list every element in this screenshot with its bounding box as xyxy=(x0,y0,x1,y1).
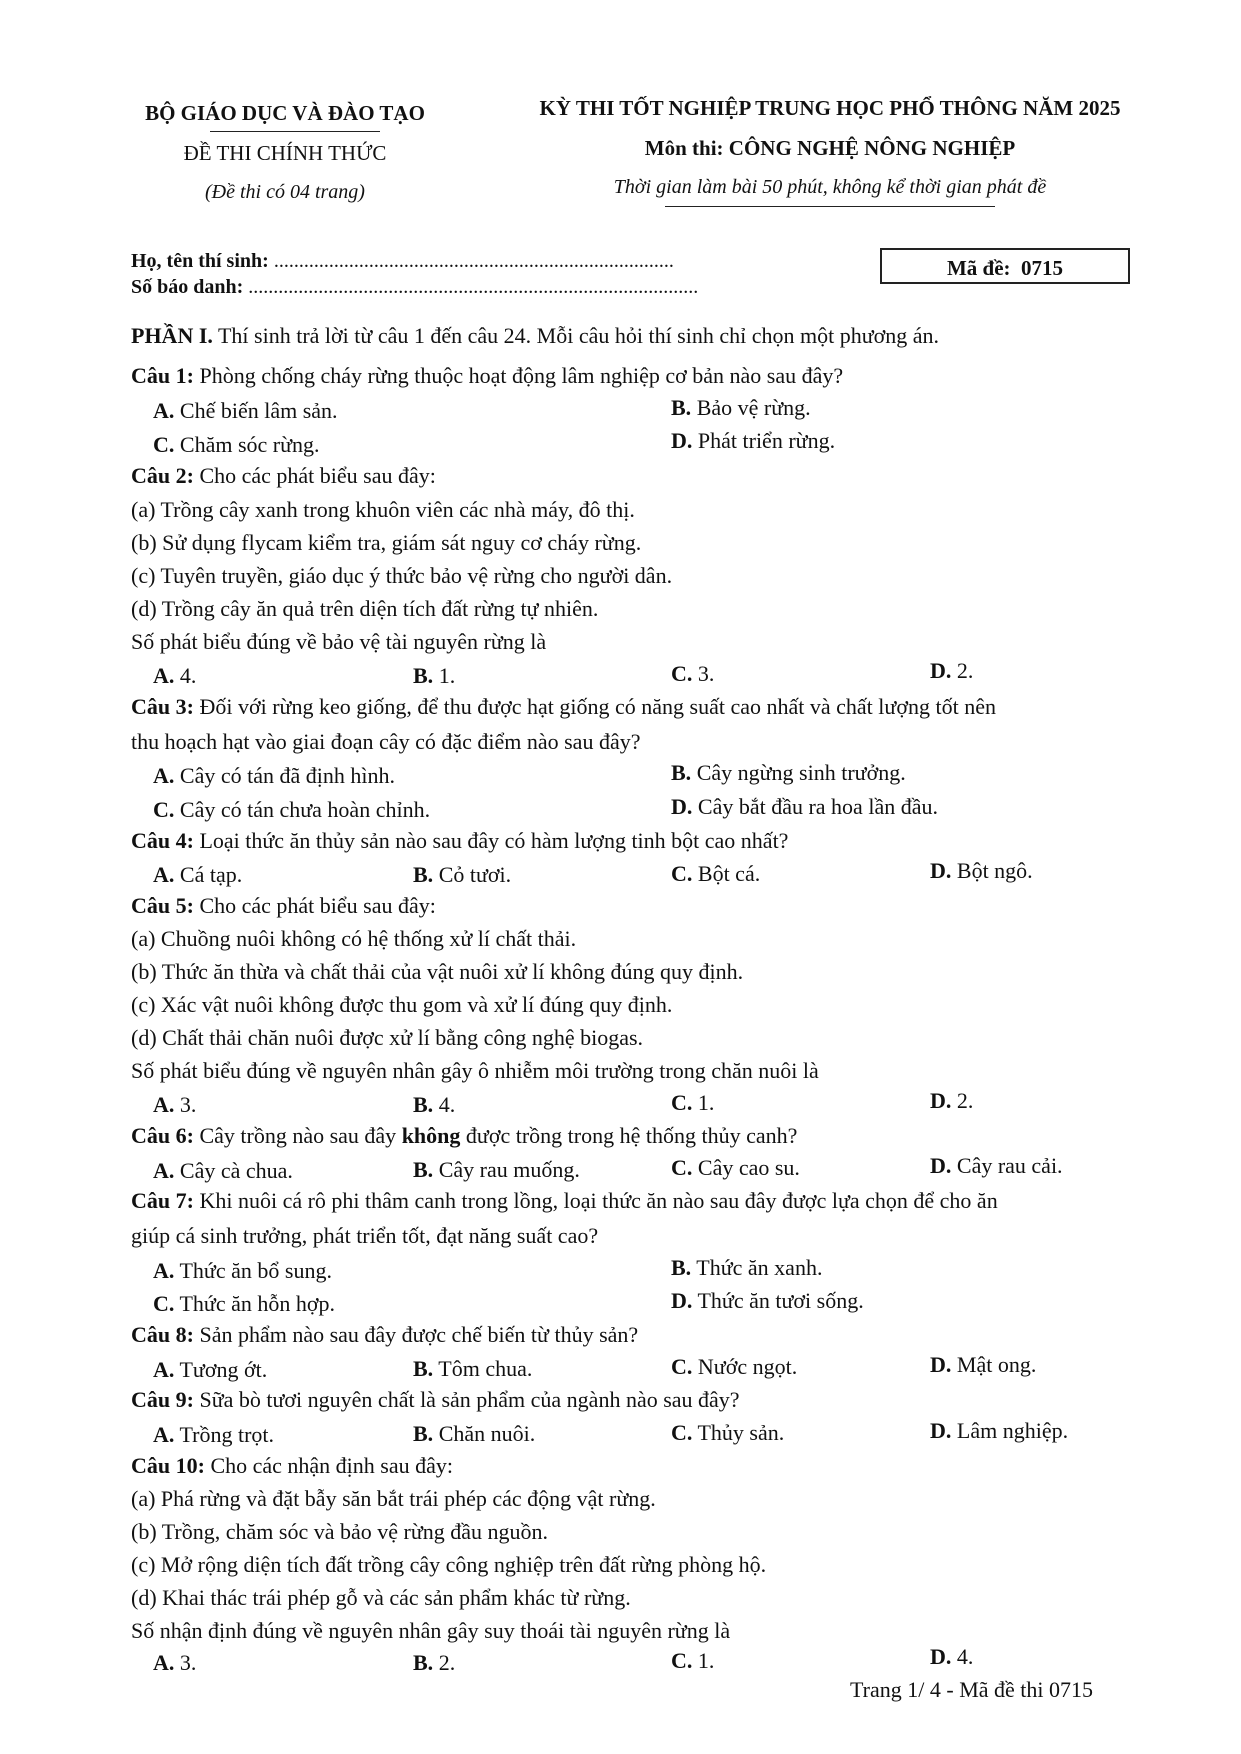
option-text: Bột cá. xyxy=(692,861,761,886)
q9-option-b xyxy=(413,1421,535,1447)
question-label: Câu 5: xyxy=(131,893,194,918)
option-key: A. xyxy=(153,1092,175,1117)
q5-statement-c: (c) Xác vật nuôi không được thu gom và xử lí đúng quy định. xyxy=(131,992,673,1017)
option-text: Thức ăn tươi sống. xyxy=(692,1288,864,1313)
option-text: Thức ăn hỗn hợp. xyxy=(174,1291,336,1316)
q4-option-c xyxy=(671,861,760,887)
q8-option-b xyxy=(413,1356,532,1382)
option-key: C. xyxy=(671,661,693,686)
q4-option-d xyxy=(930,858,1033,884)
question-text: được trồng trong hệ thống thủy canh? xyxy=(460,1123,798,1148)
option-text: Cá tạp. xyxy=(174,862,243,887)
q6-option-a xyxy=(153,1158,293,1184)
subject-line xyxy=(480,136,1180,161)
option-key: D. xyxy=(671,428,693,453)
question-label: Câu 1: xyxy=(131,363,194,388)
option-text: 4. xyxy=(433,1092,456,1117)
ministry-underline xyxy=(210,131,380,132)
option-text: Thức ăn bổ sung. xyxy=(174,1258,332,1283)
question-text: Sản phẩm nào sau đây được chế biến từ thủy sản? xyxy=(193,1322,639,1347)
question-2 xyxy=(131,463,436,489)
exam-code-box xyxy=(880,248,1130,284)
option-text: 3. xyxy=(174,1092,197,1117)
exam-code-label: Mã đề: xyxy=(946,256,1011,280)
option-key: A. xyxy=(153,763,175,788)
q7-option-c xyxy=(153,1291,335,1317)
question-4 xyxy=(131,828,788,854)
option-key: B. xyxy=(671,1255,692,1280)
option-key: D. xyxy=(671,1288,693,1313)
candidate-name-dots: ................................................................................ xyxy=(273,250,674,272)
option-text: Tương ớt. xyxy=(174,1357,268,1382)
q2-option-a xyxy=(153,663,196,689)
option-text: 1. xyxy=(433,663,456,688)
time-underline xyxy=(665,206,995,207)
part-label: PHẦN I. xyxy=(131,323,213,348)
option-text: Bột ngô. xyxy=(951,858,1033,883)
option-key: D. xyxy=(671,794,693,819)
q5-option-b xyxy=(413,1092,455,1118)
q10-statement-c: (c) Mở rộng diện tích đất trồng cây công nghiệp trên đất rừng phòng hộ. xyxy=(131,1552,767,1577)
question-3 xyxy=(131,694,996,720)
q5-ask: Số phát biểu đúng về nguyên nhân gây ô nhiễm môi trường trong chăn nuôi là xyxy=(131,1058,819,1083)
question-8 xyxy=(131,1322,638,1348)
question-text: Cho các nhận định sau đây: xyxy=(204,1453,454,1478)
q2-statement-a: (a) Trồng cây xanh trong khuôn viên các nhà máy, đô thị. xyxy=(131,497,635,522)
option-key: D. xyxy=(930,858,952,883)
q1-option-a xyxy=(153,398,338,424)
q2-option-c xyxy=(671,661,714,687)
option-key: C. xyxy=(153,432,175,457)
q3-option-a xyxy=(153,763,395,789)
option-text: Cỏ tươi. xyxy=(433,862,512,887)
option-key: C. xyxy=(671,1648,693,1673)
q7-option-b xyxy=(671,1255,822,1281)
question-text: Cây trồng nào sau đây xyxy=(193,1123,402,1148)
option-text: Cây bắt đầu ra hoa lần đầu. xyxy=(692,794,938,819)
option-text: Trồng trọt. xyxy=(174,1422,275,1447)
option-key: B. xyxy=(413,663,434,688)
option-text: Thức ăn xanh. xyxy=(691,1255,823,1280)
q6-option-c xyxy=(671,1155,800,1181)
pages-note: (Đề thi có 04 trang) xyxy=(205,181,365,203)
option-text: Chăn nuôi. xyxy=(433,1421,536,1446)
q2-ask: Số phát biểu đúng về bảo vệ tài nguyên rừng là xyxy=(131,629,547,654)
q9-option-d xyxy=(930,1418,1068,1444)
official-exam-label: ĐỀ THI CHÍNH THỨC xyxy=(183,141,387,165)
option-key: D. xyxy=(930,1418,952,1443)
q5-option-a xyxy=(153,1092,196,1118)
q7-option-a xyxy=(153,1258,332,1284)
option-text: Chăm sóc rừng. xyxy=(174,432,320,457)
option-text: Cây cao su. xyxy=(692,1155,800,1180)
q8-option-d xyxy=(930,1352,1036,1378)
option-key: A. xyxy=(153,1357,175,1382)
q8-option-c xyxy=(671,1354,797,1380)
option-key: B. xyxy=(413,1092,434,1117)
q10-ask: Số nhận định đúng về nguyên nhân gây suy thoái tài nguyên rừng là xyxy=(131,1618,731,1643)
candidate-id-dots: .......................................................................................... xyxy=(248,276,699,298)
question-7 xyxy=(131,1188,998,1214)
q3-option-d xyxy=(671,794,938,820)
question-6 xyxy=(131,1123,797,1149)
option-text: Cây có tán chưa hoàn chỉnh. xyxy=(174,797,431,822)
q2-statement-c: (c) Tuyên truyền, giáo dục ý thức bảo vệ rừng cho người dân. xyxy=(131,563,673,588)
q10-option-d xyxy=(930,1644,973,1670)
question-label: Câu 4: xyxy=(131,828,194,853)
option-text: Cây rau muống. xyxy=(433,1157,580,1182)
question-label: Câu 9: xyxy=(131,1387,194,1412)
option-key: A. xyxy=(153,1422,175,1447)
option-key: A. xyxy=(153,862,175,887)
option-key: D. xyxy=(930,1088,952,1113)
q9-option-c xyxy=(671,1420,784,1446)
q2-option-b xyxy=(413,663,455,689)
q1-option-b xyxy=(671,395,811,421)
option-key: A. xyxy=(153,398,175,423)
option-key: C. xyxy=(671,1354,693,1379)
question-text: Cho các phát biểu sau đây: xyxy=(193,893,436,918)
question-10 xyxy=(131,1453,453,1479)
option-text: 2. xyxy=(951,1088,974,1113)
option-text: Bảo vệ rừng. xyxy=(691,395,811,420)
option-text: 4. xyxy=(951,1644,974,1669)
option-text: 1. xyxy=(692,1648,715,1673)
option-text: 1. xyxy=(692,1090,715,1115)
question-label: Câu 2: xyxy=(131,463,194,488)
option-text: 2. xyxy=(433,1650,456,1675)
q6-option-d xyxy=(930,1153,1063,1179)
q10-option-c xyxy=(671,1648,714,1674)
q5-option-d xyxy=(930,1088,973,1114)
question-3-cont: thu hoạch hạt vào giai đoạn cây có đặc điểm nào sau đây? xyxy=(131,729,641,754)
part-instruction: Thí sinh trả lời từ câu 1 đến câu 24. Mỗi câu hỏi thí sinh chỉ chọn một phương án. xyxy=(212,323,940,348)
option-key: B. xyxy=(413,1157,434,1182)
q10-statement-a: (a) Phá rừng và đặt bẫy săn bắt trái phép các động vật rừng. xyxy=(131,1486,656,1511)
question-emphasis: không xyxy=(401,1123,461,1148)
option-text: 2. xyxy=(951,658,974,683)
candidate-id-row xyxy=(131,276,698,299)
q4-option-a xyxy=(153,862,242,888)
ministry-name: BỘ GIÁO DỤC VÀ ĐÀO TẠO xyxy=(145,101,425,125)
question-7-cont: giúp cá sinh trưởng, phát triển tốt, đạt năng suất cao? xyxy=(131,1223,599,1248)
q9-option-a xyxy=(153,1422,274,1448)
option-text: Phát triển rừng. xyxy=(692,428,836,453)
q3-option-c xyxy=(153,797,430,823)
option-key: B. xyxy=(413,1356,434,1381)
part-heading xyxy=(131,323,939,349)
option-text: Cây rau cải. xyxy=(951,1153,1063,1178)
option-key: C. xyxy=(153,1291,175,1316)
option-key: C. xyxy=(671,861,693,886)
option-text: Cây ngừng sinh trưởng. xyxy=(691,760,906,785)
option-text: Cây cà chua. xyxy=(174,1158,293,1183)
question-9 xyxy=(131,1387,740,1413)
option-key: C. xyxy=(671,1420,693,1445)
q5-statement-a: (a) Chuồng nuôi không có hệ thống xử lí chất thải. xyxy=(131,926,577,951)
option-text: Chế biến lâm sản. xyxy=(174,398,338,423)
option-key: A. xyxy=(153,1650,175,1675)
question-label: Câu 10: xyxy=(131,1453,205,1478)
q10-option-a xyxy=(153,1650,196,1676)
q2-statement-d: (d) Trồng cây ăn quả trên diện tích đất rừng tự nhiên. xyxy=(131,596,599,621)
exam-code: 0715 xyxy=(1021,256,1064,280)
option-text: 3. xyxy=(174,1650,197,1675)
option-text: 4. xyxy=(174,663,197,688)
question-5 xyxy=(131,893,436,919)
option-key: C. xyxy=(671,1090,693,1115)
option-key: C. xyxy=(153,797,175,822)
question-text: Đối với rừng keo giống, để thu được hạt giống có năng suất cao nhất và chất lượng tốt nên xyxy=(193,694,996,719)
q10-option-b xyxy=(413,1650,455,1676)
q8-option-a xyxy=(153,1357,267,1383)
question-text: Loại thức ăn thủy sản nào sau đây có hàm lượng tinh bột cao nhất? xyxy=(193,828,789,853)
option-text: Tôm chua. xyxy=(433,1356,533,1381)
option-key: B. xyxy=(671,395,692,420)
q5-statement-d: (d) Chất thải chăn nuôi được xử lí bằng công nghệ biogas. xyxy=(131,1025,644,1050)
option-key: A. xyxy=(153,1158,175,1183)
option-key: D. xyxy=(930,1352,952,1377)
option-key: B. xyxy=(413,1421,434,1446)
q10-statement-b: (b) Trồng, chăm sóc và bảo vệ rừng đầu nguồn. xyxy=(131,1519,549,1544)
option-key: D. xyxy=(930,1153,952,1178)
candidate-name-row xyxy=(131,250,674,273)
subject-name: CÔNG NGHỆ NÔNG NGHIỆP xyxy=(728,136,1016,160)
question-text: Cho các phát biểu sau đây: xyxy=(193,463,436,488)
q1-option-c xyxy=(153,432,320,458)
q10-statement-d: (d) Khai thác trái phép gỗ và các sản phẩm khác từ rừng. xyxy=(131,1585,631,1610)
option-text: Lâm nghiệp. xyxy=(951,1418,1069,1443)
option-key: C. xyxy=(671,1155,693,1180)
question-label: Câu 8: xyxy=(131,1322,194,1347)
candidate-id-label: Số báo danh: xyxy=(131,276,244,298)
q7-option-d xyxy=(671,1288,864,1314)
option-key: D. xyxy=(930,1644,952,1669)
q2-option-d xyxy=(930,658,973,684)
q2-statement-b: (b) Sử dụng flycam kiểm tra, giám sát nguy cơ cháy rừng. xyxy=(131,530,642,555)
question-text: Khi nuôi cá rô phi thâm canh trong lồng, loại thức ăn nào sau đây được lựa chọn để cho ăn xyxy=(193,1188,998,1213)
exam-title: KỲ THI TỐT NGHIỆP TRUNG HỌC PHỔ THÔNG NĂM 2025 xyxy=(539,96,1121,120)
option-key: A. xyxy=(153,663,175,688)
page-footer: Trang 1/ 4 - Mã đề thi 0715 xyxy=(850,1677,1094,1702)
q5-statement-b: (b) Thức ăn thừa và chất thải của vật nuôi xử lí không đúng quy định. xyxy=(131,959,744,984)
option-text: Mật ong. xyxy=(951,1352,1037,1377)
option-text: 3. xyxy=(692,661,715,686)
q3-option-b xyxy=(671,760,906,786)
option-text: Cây có tán đã định hình. xyxy=(174,763,395,788)
q4-option-b xyxy=(413,862,511,888)
time-note: Thời gian làm bài 50 phút, không kể thời gian phát đề xyxy=(613,176,1047,198)
q5-option-c xyxy=(671,1090,714,1116)
question-label: Câu 3: xyxy=(131,694,194,719)
q6-option-b xyxy=(413,1157,580,1183)
q1-option-d xyxy=(671,428,835,454)
option-key: B. xyxy=(413,862,434,887)
question-text: Sữa bò tươi nguyên chất là sản phẩm của ngành nào sau đây? xyxy=(193,1387,740,1412)
question-label: Câu 7: xyxy=(131,1188,194,1213)
option-text: Thủy sản. xyxy=(692,1420,785,1445)
question-text: Phòng chống cháy rừng thuộc hoạt động lâm nghiệp cơ bản nào sau đây? xyxy=(193,363,844,388)
option-key: B. xyxy=(413,1650,434,1675)
subject-label: Môn thi: xyxy=(644,136,724,160)
option-text: Nước ngọt. xyxy=(692,1354,798,1379)
question-1 xyxy=(131,363,843,389)
option-key: B. xyxy=(671,760,692,785)
question-label: Câu 6: xyxy=(131,1123,194,1148)
candidate-name-label: Họ, tên thí sinh: xyxy=(131,250,269,272)
option-key: A. xyxy=(153,1258,175,1283)
option-key: D. xyxy=(930,658,952,683)
